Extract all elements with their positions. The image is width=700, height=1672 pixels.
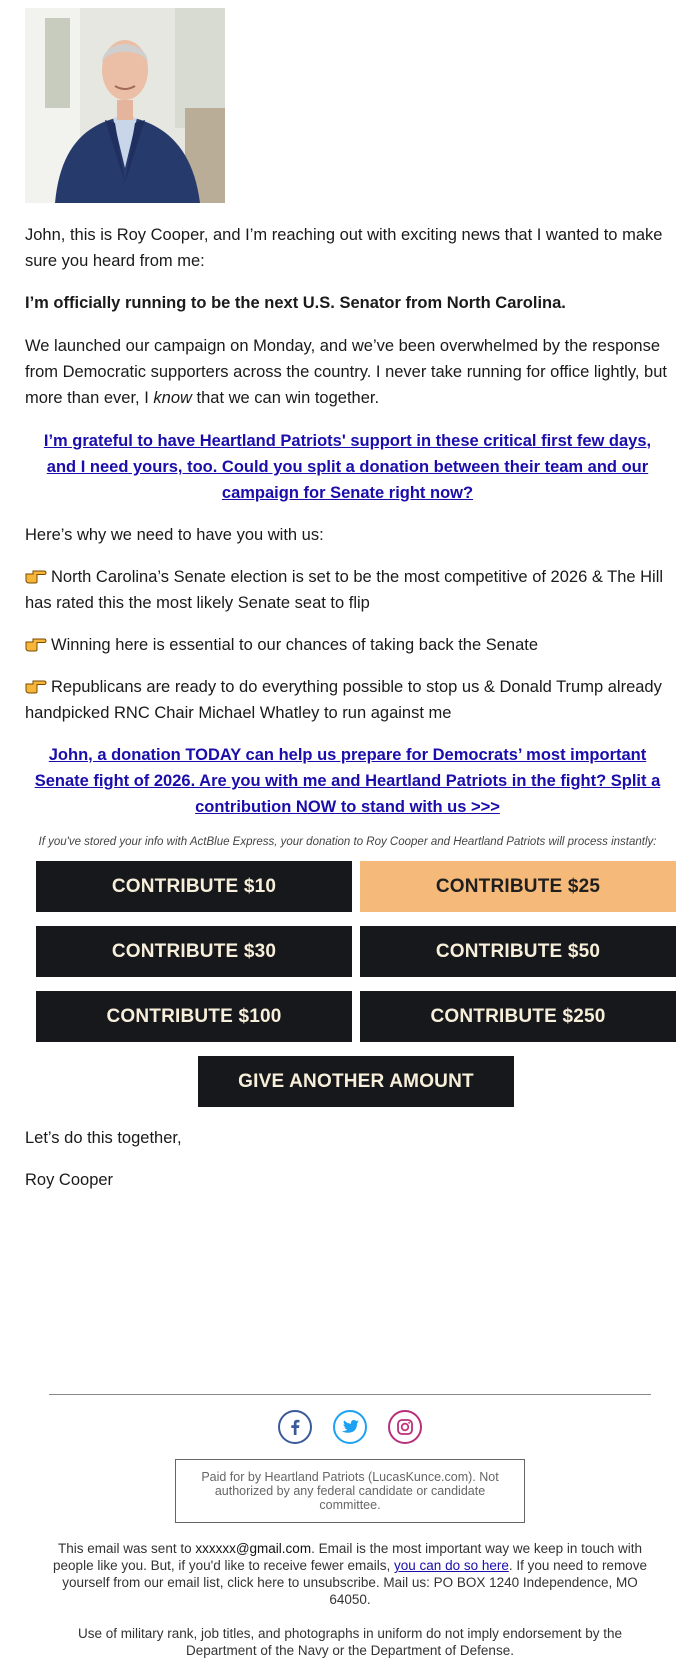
- sent-prefix: This email was sent to: [58, 1541, 196, 1556]
- signature: Roy Cooper: [25, 1171, 114, 1189]
- contribute-50-button[interactable]: CONTRIBUTE $50: [360, 926, 676, 977]
- actblue-express-note: If you've stored your info with ActBlue Express, your donation to Roy Cooper and Heartland Patriots will process instantly:: [38, 836, 657, 848]
- button-row: [36, 926, 676, 977]
- button-row: [36, 861, 676, 912]
- intro-paragraph: John, this is Roy Cooper, and I’m reaching out with exciting news that I wanted to make sure you heard from me:: [25, 226, 663, 270]
- launch-emphasis: know: [153, 389, 192, 407]
- contribution-button-grid: [36, 861, 676, 1107]
- pointing-finger-icon: [25, 636, 47, 652]
- twitter-icon[interactable]: [333, 1410, 367, 1444]
- sent-middle: . Email is the most important way we keep in touch with people like you. But, if you'd like to receive fewer emails,: [53, 1541, 642, 1573]
- why-heading: Here’s why we need to have you with us:: [25, 526, 324, 544]
- footer-divider: [49, 1394, 651, 1395]
- donation-cta-link-2[interactable]: John, a donation TODAY can help us prepare for Democrats’ most important Senate fight of 2026. Are you with me and Heartland Patriots in the fight? Split a contribution NOW to stand with us >>>: [34, 746, 661, 816]
- contribute-10-button[interactable]: CONTRIBUTE $10: [36, 861, 352, 912]
- footer-legal-text: [50, 1540, 650, 1608]
- bullet-text: Winning here is essential to our chances of taking back the Senate: [51, 636, 539, 654]
- announcement-paragraph: I’m officially running to be the next U.S. Senator from North Carolina.: [25, 294, 566, 312]
- candidate-photo: [25, 8, 225, 203]
- instagram-icon[interactable]: [388, 1410, 422, 1444]
- contribute-250-button[interactable]: CONTRIBUTE $250: [360, 991, 676, 1042]
- email-footer: [0, 1394, 700, 1659]
- facebook-icon[interactable]: [278, 1410, 312, 1444]
- candidate-portrait-image: [25, 8, 225, 203]
- button-row-other: [36, 1056, 676, 1107]
- fewer-emails-link[interactable]: you can do so here: [394, 1558, 509, 1573]
- pointing-finger-icon: [25, 678, 47, 694]
- contribute-100-button[interactable]: CONTRIBUTE $100: [36, 991, 352, 1042]
- button-row: [36, 991, 676, 1042]
- military-disclaimer: Use of military rank, job titles, and photographs in uniform do not imply endorsement by the Department of the Navy or the Department of Defense.: [77, 1626, 623, 1658]
- pointing-finger-icon: [25, 568, 47, 584]
- recipient-email: xxxxxx@gmail.com: [195, 1541, 312, 1556]
- email-body: [25, 8, 670, 1193]
- launch-paragraph: [25, 333, 670, 411]
- bullet-text: Republicans are ready to do everything possible to stop us & Donald Trump already handpicked RNC Chair Michael Whatley to run against me: [25, 678, 662, 722]
- contribute-30-button[interactable]: CONTRIBUTE $30: [36, 926, 352, 977]
- bullet-item-1: [25, 564, 670, 616]
- closing-line: Let’s do this together,: [25, 1129, 182, 1147]
- bullet-text: North Carolina’s Senate election is set to be the most competitive of 2026 & The Hill has rated this the most likely Senate seat to flip: [25, 568, 664, 612]
- bullet-item-3: [25, 674, 670, 726]
- donation-cta-link-1[interactable]: I’m grateful to have Heartland Patriots' support in these critical first few days, and I need yours, too. Could you split a donation between their team and our campaign for Senate right now?: [43, 432, 652, 502]
- give-another-amount-button[interactable]: GIVE ANOTHER AMOUNT: [198, 1056, 514, 1107]
- bullet-item-2: [25, 632, 670, 658]
- sent-suffix: . If you need to remove yourself from our email list, click here to unsubscribe. Mail us: PO BOX 1240 Independence, MO 64050.: [62, 1558, 647, 1607]
- launch-text-after: that we can win together.: [191, 389, 380, 407]
- contribute-25-button[interactable]: CONTRIBUTE $25: [360, 861, 676, 912]
- paid-for-disclaimer: Paid for by Heartland Patriots (LucasKunce.com). Not authorized by any federal candidate or candidate committee.: [175, 1459, 525, 1523]
- social-links: [0, 1410, 700, 1444]
- launch-text-before: We launched our campaign on Monday, and we’ve been overwhelmed by the response from Democratic supporters across the country. I never take running for office lightly, but more than ever, I: [25, 337, 667, 407]
